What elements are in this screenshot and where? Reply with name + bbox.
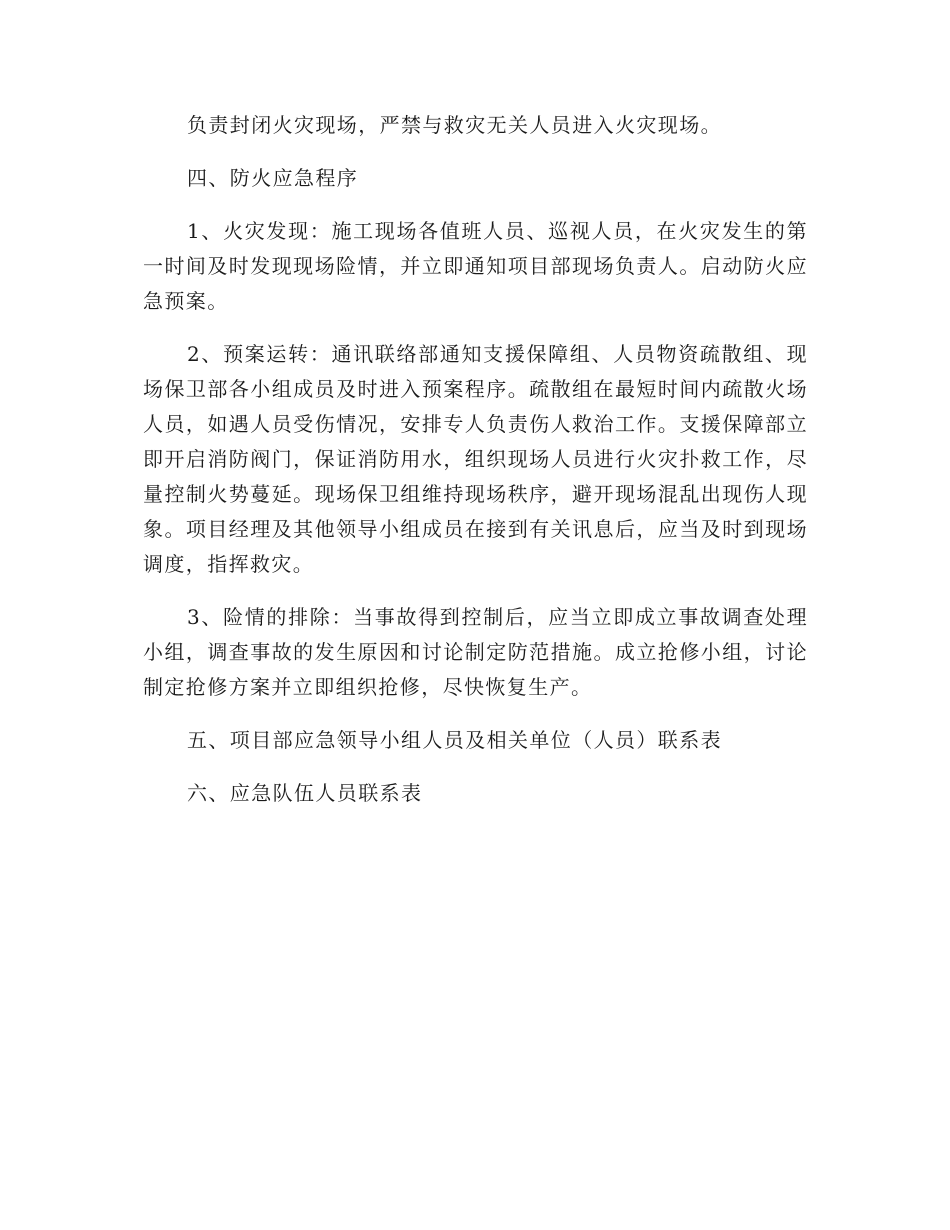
paragraph-fire-discovery: 1、火灾发现：施工现场各值班人员、巡视人员，在火灾发生的第一时间及时发现现场险情，并立即通知项目部现场负责人。启动防火应急预案。 <box>143 219 808 313</box>
section-heading-team-contact-table: 六、应急队伍人员联系表 <box>187 781 423 805</box>
paragraph-plan-operation: 2、预案运转：通讯联络部通知支援保障组、人员物资疏散组、现场保卫部各小组成员及时进入预案程序。疏散组在最短时间内疏散火场人员，如遇人员受伤情况，安排专人负责伤人救治工作。支援保障部立即开启消防阀门，保证消防用水，组织现场人员进行火灾扑救工作，尽量控制火势蔓延。现场保卫组维持现场秩序，避开现场混乱出现伤人现象。项目经理及其他领导小组成员在接到有关讯息后，应当及时到现场调度，指挥救灾。 <box>143 342 808 576</box>
document-body <box>143 108 808 811</box>
section-heading-leadership-contact-table: 五、项目部应急领导小组人员及相关单位（人员）联系表 <box>187 728 722 752</box>
section-heading-fire-emergency-procedure: 四、防火应急程序 <box>187 166 359 190</box>
paragraph-hazard-elimination: 3、险情的排除：当事故得到控制后，应当立即成立事故调查处理小组，调查事故的发生原因和讨论制定防范措施。成立抢修小组，讨论制定抢修方案并立即组织抢修，尽快恢复生产。 <box>143 605 808 699</box>
paragraph-fire-scene-closure: 负责封闭火灾现场，严禁与救灾无关人员进入火灾现场。 <box>187 113 722 137</box>
